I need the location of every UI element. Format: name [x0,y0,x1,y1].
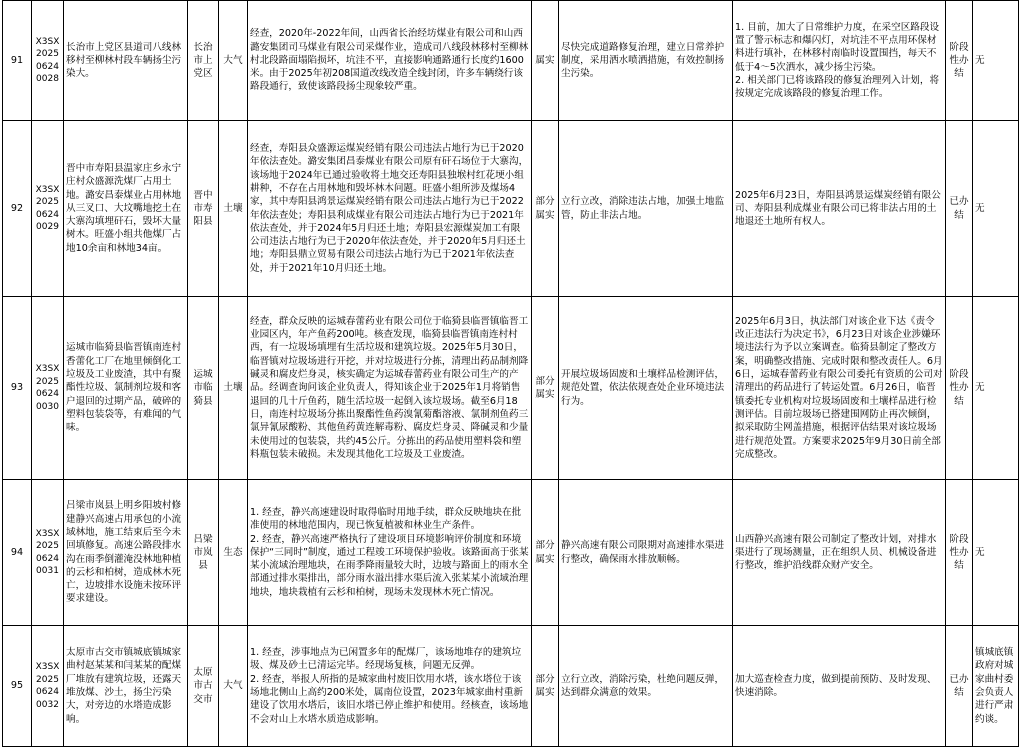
issue-description: 吕梁市岚县上明乡阳坡村修建静兴高速占用承包的小流域林地，施工结束后至今未回填修复。高速公路段排水沟在雨季倒灌淹没林地种植的云杉和柏树，造成林木死亡，边坡排水设施未按环评要求建设。 [64,480,188,626]
case-code: X3SX202506240029 [32,121,64,297]
case-code: X3SX202506240031 [32,480,64,626]
investigation-finding: 经查，寿阳县众盛源运煤炭经销有限公司违法占地行为已于2020年依法查处。潞安集团昌泰煤业有限公司原有矸石场位于大寨沟，该场地于2024年已通过验收将土地交还寿阳县独堠村红花埂小组耕种，不存在占用林地和毁坏林木问题。旺盛小组所涉及煤场4家，其中寿阳县鸿景运煤炭经销有限公司违法占地行为已于2022年依法查处；寿阳县利成煤业有限公司违法占地行为已于2021年依法查处，并于2024年5月归还土地；寿阳县宏源煤炭加工有限公司违法占地行为已于2020年依法查处，并于2020年5月归还土地；寿阳县鼎立贸易有限公司违法占地行为已于2021年依法查处，并于2021年10月归还土地。 [248,121,532,297]
pollution-type: 生态 [219,480,248,626]
rectification-progress: 山西静兴高速有限公司制定了整改计划，对排水渠进行了现场测量，正在组织人员、机械设备进行整改，维护沿线群众财产安全。 [733,480,946,626]
case-code: X3SX202506240028 [32,1,64,121]
administrative-area: 运城市临猗县 [188,297,219,480]
issue-description: 运城市临猗县临晋镇南连村香蕾化工厂在地里倾倒化工垃圾及工业废渣，其中有聚酯性垃圾、氯制剂垃圾和客户退回的过期产品，破碎的塑料包装袋等，有难闻的气味。 [64,297,188,480]
verification-result: 属实 [532,1,559,121]
administrative-area: 长治市上党区 [188,1,219,121]
accountability: 无 [973,297,1019,480]
case-status: 已办结 [946,121,973,297]
case-status: 阶段性办结 [946,297,973,480]
issue-description: 晋中市寿阳县温家庄乡永宁庄村众盛源洗煤厂占用土地。潞安昌泰煤业占用林地从三叉口、大坟嘴地挖土在大寨沟填埋矸石，毁坏大量树木。旺盛小组共他煤厂占地10余亩和林地34亩。 [64,121,188,297]
row-number: 91 [3,1,32,121]
rectification-target: 立行立改，消除违法占地，加强土地监管，防止非法占地。 [559,121,733,297]
accountability: 无 [973,1,1019,121]
rectification-target: 静兴高速有限公司限期对高速排水渠进行整改，确保雨水排放顺畅。 [559,480,733,626]
row-number: 92 [3,121,32,297]
issue-description: 长治市上党区县道司八线林移村至柳林村段车辆扬尘污染大。 [64,1,188,121]
table-row [3,480,1019,626]
accountability: 镇城底镇政府对城家曲村委会负责人进行严肃约谈。 [973,626,1019,747]
administrative-area: 吕梁市岚县 [188,480,219,626]
case-status: 已办结 [946,626,973,747]
row-number: 95 [3,626,32,747]
case-code: X3SX202506240032 [32,626,64,747]
table-row [3,297,1019,480]
administrative-area: 晋中市寿阳县 [188,121,219,297]
pollution-type: 大气 [219,626,248,747]
verification-result: 部分属实 [532,480,559,626]
pollution-type: 土壤 [219,121,248,297]
pollution-type: 大气 [219,1,248,121]
rectification-progress: 加大巡查检查力度，做到提前预防、及时发现、快速消除。 [733,626,946,747]
rectification-target: 尽快完成道路修复治理，建立日常养护制度，采用洒水喷洒措施，有效控制扬尘污染。 [559,1,733,121]
verification-result: 部分属实 [532,121,559,297]
accountability: 无 [973,480,1019,626]
rectification-progress: 1. 目前，加大了日常维护力度，在采空区路段设置了警示标志和爆闪灯，对坑洼不平点用环保材料进行填补，在林移村南临时设置围挡，每天不低于4～5次洒水，减少扬尘污染。 2. 相关部门已将该路段的修复治理列入计划，将按规定完成该路段的修复治理工作。 [733,1,946,121]
case-status: 阶段性办结 [946,480,973,626]
rectification-target: 开展垃圾场固废和土壤样品检测评估，规范处置，依法依规查处企业环境违法行为。 [559,297,733,480]
accountability: 无 [973,121,1019,297]
investigation-finding: 1. 经查，涉事地点为已闲置多年的配煤厂，该场地堆存的建筑垃圾、煤及砂土已清运完毕。经现场复核，问题无反弹。 2. 经查，举报人所指的是城家曲村废旧饮用水塔，该水塔位于该场地北侧山上高约200米处，属南位设置，2023年城家曲村重新建设了饮用水塔后，该旧水塔已停止维护和使用。经核查，该场地不会对山上水塔水质造成影响。 [248,626,532,747]
investigation-finding: 1. 经查，静兴高速建设时取得临时用地手续，群众反映地块在批准使用的林地范围内，现已恢复植被和林业生产条件。 2. 经查，静兴高速严格执行了建设项目环境影响评价制度和环境保护“三同时”制度，通过工程竣工环境保护验收。该路面高于张某某小流域治理地块，在雨季降雨量较大时，边坡与路面上的雨水全部通过排水渠排出，部分雨水溢出排水渠后流入张某某小流域治理地块，地块栽植有云杉和柏树，现场未发现林木死亡情况。 [248,480,532,626]
investigation-finding: 经查，群众反映的运城春蕾药业有限公司位于临猗县临晋镇临晋工业园区内，年产鱼药200吨。核查发现，临猗县临晋镇南连村村西，有一垃圾场填埋有生活垃圾和建筑垃圾。2025年5月30日，临晋镇对垃圾场进行开挖，并对垃圾进行分拣，清理出药品制剂降碱灵和腐皮烂身灵，核实确定为运城春蕾药业有限公司生产的产品。经调查询问该企业负责人，得知该企业于2025年1月将销售退回的几十斤鱼药，随生活垃圾一起倒入该垃圾场。截至6月18日，南连村垃圾场分拣出聚酯性鱼药溴氰菊酯溶液、氯制剂鱼药三氯异氰尿酸粉、其他鱼药黄连解毒粉、腐皮烂身灵、降碱灵和少量未使用过的包装袋，共约45公斤。分拣出的药品使用塑料袋和塑料瓶包装未破损。未发现其他化工垃圾及工业废渣。 [248,297,532,480]
row-number: 93 [3,297,32,480]
verification-result: 部分属实 [532,626,559,747]
administrative-area: 太原市古交市 [188,626,219,747]
rectification-progress: 2025年6月3日，执法部门对该企业下达《责令改正违法行为决定书》，6月23日对该企业涉嫌环境违法行为予以立案调查。临猗县制定了整改方案，明确整改措施、完成时限和整改责任人。6月6日，运城春蕾药业有限公司委托有资质的公司对清理出的药品进行了转运处置。6月26日，临晋镇委托专业机构对垃圾场固废和土壤样品进行检测评估。目前垃圾场已搭建围网防止再次倾倒，拟采取防尘网盖措施，根据评估结果对该垃圾场进行规范处置。方案要求2025年9月30日前全部完成整改。 [733,297,946,480]
case-code: X3SX202506240030 [32,297,64,480]
issue-description: 太原市古交市镇城底镇城家曲村赵某某和闫某某的配煤厂堆放有建筑垃圾，还露天堆放煤、沙土，扬尘污染大，对旁边的水塔造成影响。 [64,626,188,747]
table-row [3,626,1019,747]
table-row [3,121,1019,297]
verification-result: 部分属实 [532,297,559,480]
investigation-finding: 经查，2020年-2022年间，山西省长治经坊煤业有限公司和山西潞安集团司马煤业有限公司采煤作业，造成司八线段林移村至柳林村北段路面塌陷损坏，坑洼不平，直接影响通路通行长度约1600米。由于2025年初208国道改线改造全线封闭，许多车辆绕行该路段通行，致使该路段扬尘现象较严重。 [248,1,532,121]
row-number: 94 [3,480,32,626]
pollution-type: 土壤 [219,297,248,480]
case-table [2,0,1019,747]
case-status: 阶段性办结 [946,1,973,121]
rectification-progress: 2025年6月23日，寿阳县鸿景运煤炭经销有限公司、寿阳县利成煤业有限公司已将非法占用的土地退还土地所有权人。 [733,121,946,297]
table-row [3,1,1019,121]
rectification-target: 立行立改，消除污染，杜绝问题反弹，达到群众满意的效果。 [559,626,733,747]
